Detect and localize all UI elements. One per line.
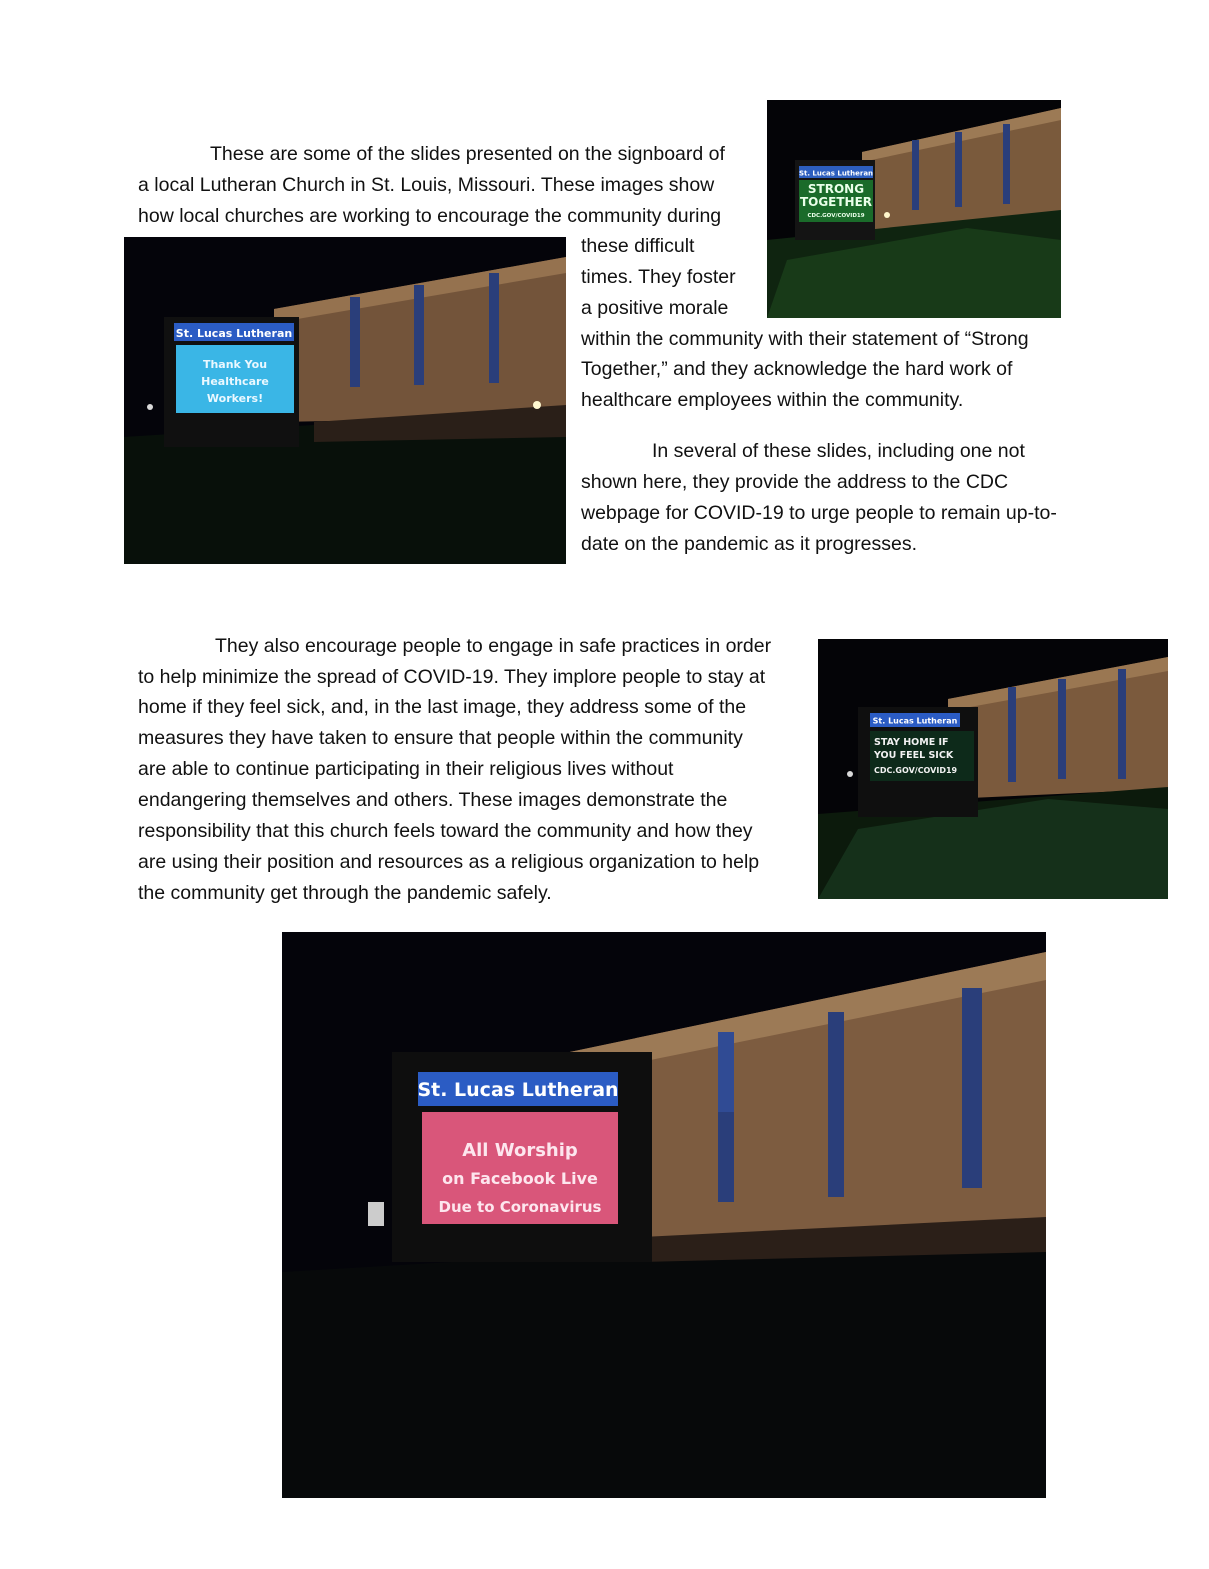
photo-1-sign-line-3: CDC.GOV/COVID19 [807, 213, 865, 219]
paragraph-3-line-3: home if they feel sick, and, in the last image, they address some of the [138, 696, 747, 718]
photo-3-sign-line-1: STAY HOME IF [874, 737, 949, 748]
paragraph-3-line-2: to help minimize the spread of COVID-19. They implore people to stay at [138, 666, 766, 688]
paragraph-1-line-2: a local Lutheran Church in St. Louis, Missouri. These images show [138, 174, 715, 196]
photo-2-sign-line-1: Thank You [202, 358, 268, 371]
paragraph-1-line-3: how local churches are working to encourage the community during [138, 205, 722, 227]
paragraph-1-line-9: healthcare employees within the community. [581, 389, 964, 411]
photo-all-worship [282, 932, 1046, 1498]
paragraph-1-line-4: these difficult [581, 235, 695, 257]
photo-1-sign-line-2: TOGETHER [799, 195, 873, 209]
paragraph-1-line-7: within the community with their statement of “Strong [581, 328, 1029, 350]
photo-2-sign-line-2: Healthcare [201, 375, 269, 388]
photo-2-sign-line-3: Workers! [206, 392, 264, 405]
paragraph-3-line-7: responsibility that this church feels toward the community and how they [138, 820, 753, 842]
paragraph-1-line-6: a positive morale [581, 297, 729, 319]
photo-4-sign-header: St. Lucas Lutheran [417, 1079, 619, 1101]
photo-stay-home [818, 639, 1168, 899]
paragraph-2-line-4: date on the pandemic as it progresses. [581, 533, 918, 555]
photo-thank-you-healthcare [124, 237, 566, 564]
paragraph-3-line-1: They also encourage people to engage in safe practices in order [215, 635, 772, 657]
paragraph-1-line-5: times. They foster [581, 266, 736, 288]
paragraph-3-line-4: measures they have taken to ensure that people within the community [138, 727, 743, 749]
paragraph-2-line-3: webpage for COVID-19 to urge people to remain up-to- [581, 502, 1057, 524]
photo-1-sign-header: St. Lucas Lutheran [798, 169, 874, 178]
paragraph-3-line-8: are using their position and resources as a religious organization to help [138, 851, 760, 873]
photo-2-sign-header: St. Lucas Lutheran [175, 327, 293, 340]
photo-1-sign-line-1: STRONG [807, 182, 865, 196]
photo-strong-together [767, 100, 1061, 318]
photo-4-sign-line-2: on Facebook Live [442, 1169, 598, 1188]
paragraph-2-line-1: In several of these slides, including one not [652, 440, 1025, 462]
photo-3-sign-header: St. Lucas Lutheran [872, 716, 958, 726]
photo-3-sign-line-2: YOU FEEL SICK [874, 750, 954, 761]
paragraph-3-line-5: are able to continue participating in their religious lives without [138, 758, 674, 780]
paragraph-2-line-2: shown here, they provide the address to the CDC [581, 471, 1009, 493]
paragraph-1-line-1: These are some of the slides presented on the signboard of [210, 143, 725, 165]
photo-4-sign-line-3: Due to Coronavirus [438, 1198, 602, 1216]
photo-3-sign-line-3: CDC.GOV/COVID19 [874, 766, 958, 775]
paragraph-3-line-6: endangering themselves and others. These images demonstrate the [138, 789, 728, 811]
photo-4-sign-line-1: All Worship [462, 1140, 578, 1161]
paragraph-1-line-8: Together,” and they acknowledge the hard work of [581, 358, 1013, 380]
paragraph-3-line-9: the community get through the pandemic safely. [138, 882, 552, 904]
